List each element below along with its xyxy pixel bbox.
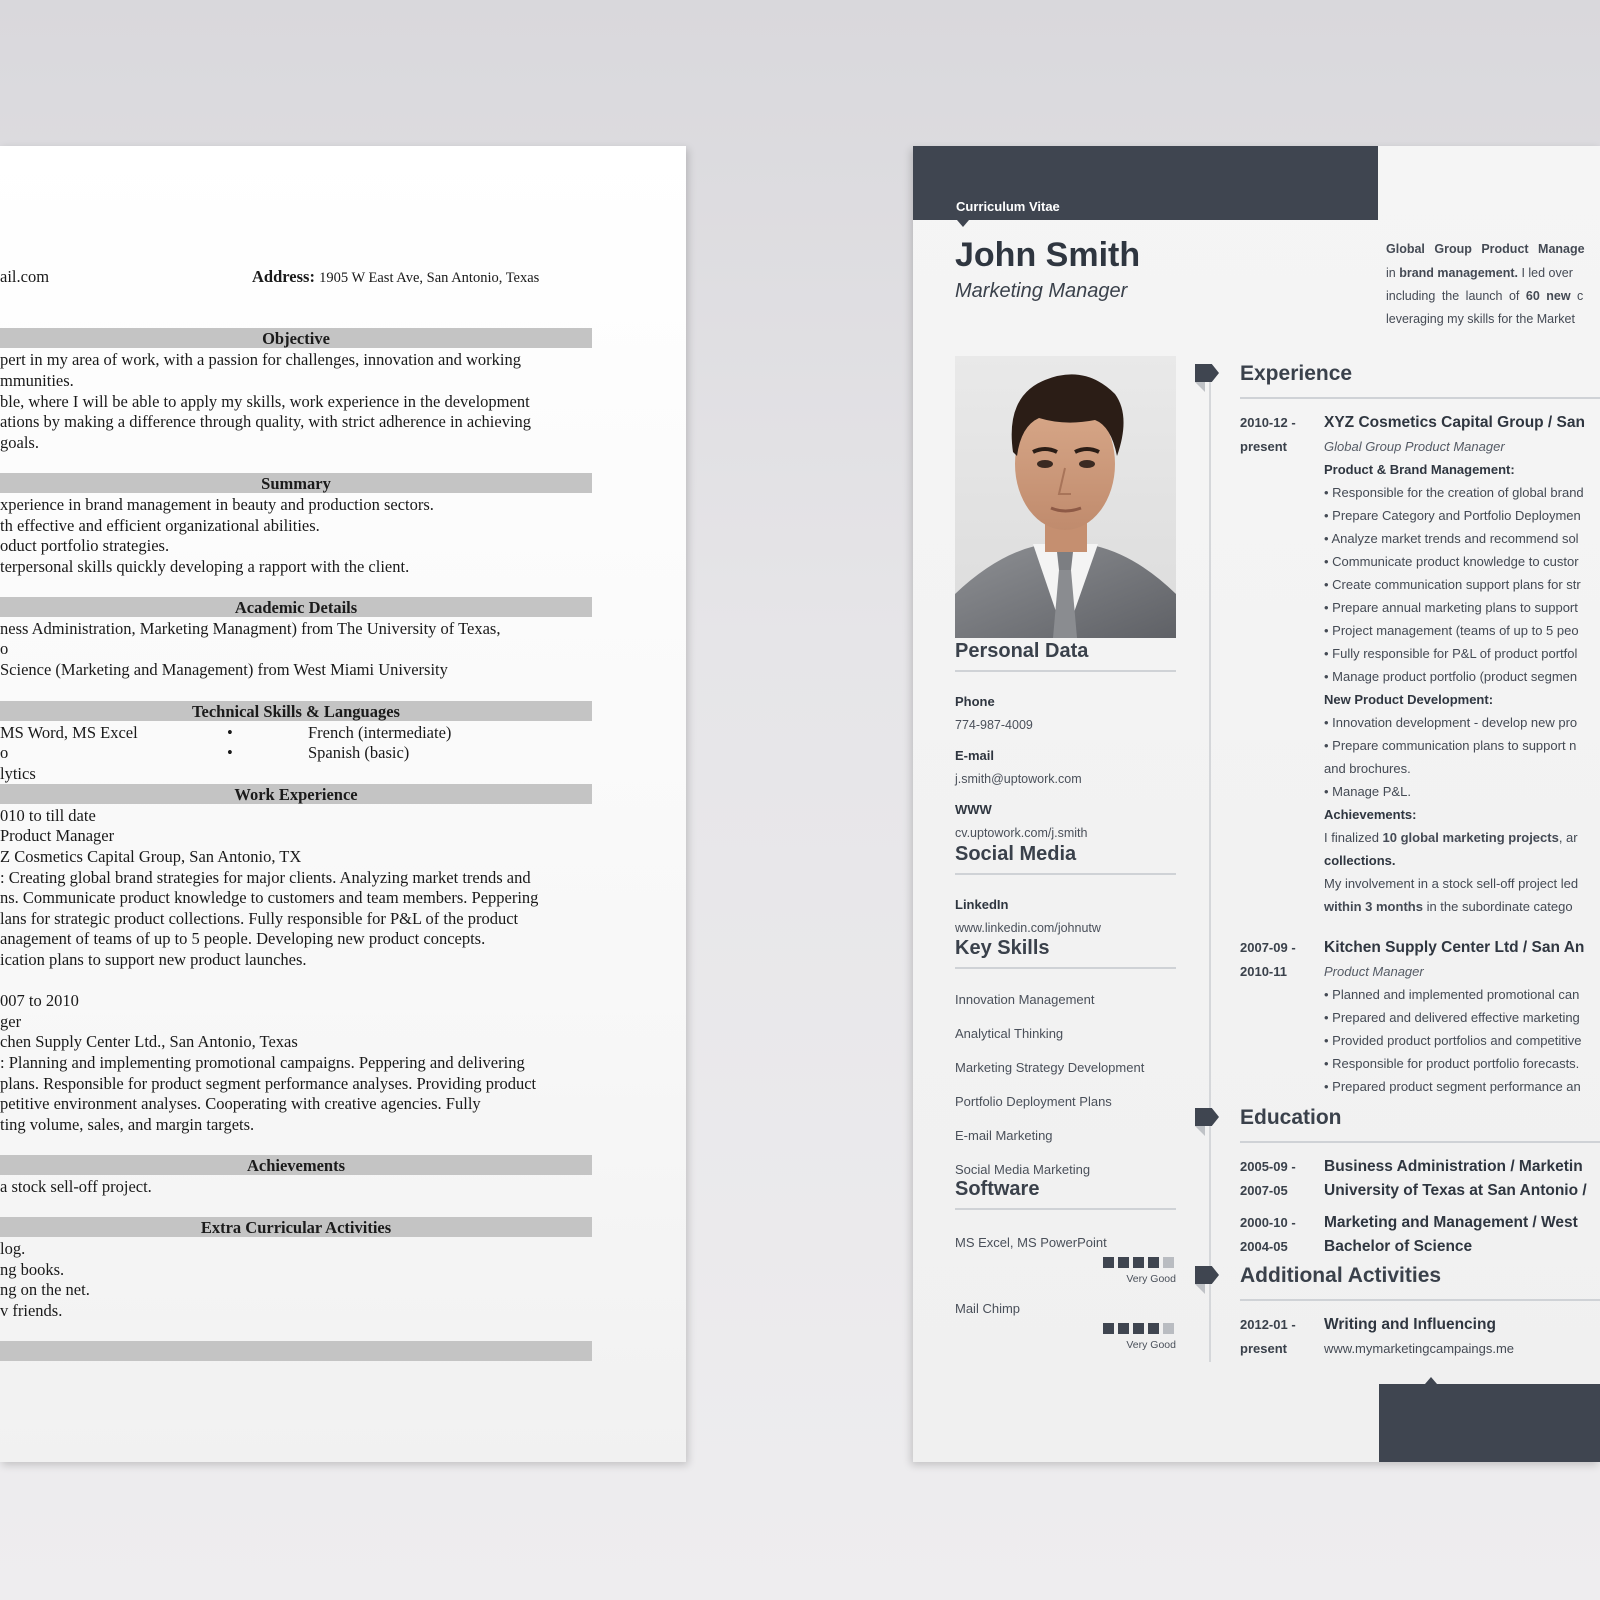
objective-line: ble, where I will be able to apply my skills, work experience in the development	[0, 392, 530, 411]
divider	[955, 967, 1176, 969]
summary-bold: 60 new	[1525, 289, 1571, 303]
activity-title: Writing and Influencing	[1324, 1316, 1496, 1333]
activities-heading: Additional Activities	[1240, 1264, 1442, 1287]
bullet-item: • Communicate product knowledge to custor	[1324, 554, 1579, 569]
date-start: 2007-09 -	[1240, 940, 1296, 955]
experience-heading: Experience	[1240, 362, 1353, 385]
work-line: Product Manager	[0, 826, 115, 845]
rating-square-filled	[1133, 1257, 1144, 1268]
academic-heading: Academic Details	[0, 597, 592, 617]
work-line: plans. Responsible for product segment performance analyses. Providing product	[0, 1074, 537, 1093]
degree-title: Business Administration / Marketin	[1324, 1158, 1583, 1175]
bullet-item: • Create communication support plans for str	[1324, 577, 1581, 592]
achievements-heading: Achievements	[0, 1155, 592, 1175]
bullet-item: • Manage product portfolio (product segmen	[1324, 669, 1578, 684]
skill-item: o	[0, 743, 9, 762]
date-start: 2005-09 -	[1240, 1159, 1296, 1174]
activity-url: www.mymarketingcampaings.me	[1324, 1341, 1515, 1356]
header-notch	[957, 220, 969, 227]
achievement-line	[1324, 899, 1573, 914]
academic-line: o	[0, 639, 9, 658]
candidate-role: Marketing Manager	[955, 280, 1128, 302]
summary-line	[1386, 289, 1583, 303]
date-end: 2004-05	[1240, 1239, 1288, 1254]
rating-square-filled	[1148, 1257, 1159, 1268]
summary-bold: brand management.	[1399, 266, 1518, 280]
divider	[955, 1208, 1176, 1210]
language-item: French (intermediate)	[308, 723, 452, 742]
objective-line: goals.	[0, 433, 39, 452]
rating-square-filled	[1148, 1323, 1159, 1334]
summary-line: Global Group Product Manage	[1386, 242, 1585, 256]
phone-value: 774-987-4009	[955, 718, 1033, 732]
bullet-item: • Responsible for the creation of global brand	[1324, 485, 1584, 500]
extra-line: ng on the net.	[0, 1280, 90, 1299]
work-heading: Work Experience	[0, 784, 592, 804]
date-start: 2000-10 -	[1240, 1215, 1296, 1230]
linkedin-value: www.linkedin.com/johnutw	[955, 921, 1101, 935]
bullet: •	[227, 743, 233, 762]
software-item: MS Excel, MS PowerPoint	[955, 1235, 1107, 1250]
summary-line: leveraging my skills for the Market	[1386, 312, 1575, 326]
email-label: E-mail	[955, 748, 995, 763]
summary-line	[1386, 266, 1573, 280]
rating-square-filled	[1118, 1257, 1129, 1268]
address	[252, 267, 539, 288]
subheading: Achievements:	[1324, 807, 1417, 822]
skills-heading: Technical Skills & Languages	[0, 701, 592, 721]
school-name: University of Texas at San Antonio /	[1324, 1182, 1587, 1199]
extra-line: v friends.	[0, 1301, 63, 1320]
work-line: Z Cosmetics Capital Group, San Antonio, TX	[0, 847, 302, 866]
bullet-item: • Prepared product segment performance an	[1324, 1079, 1581, 1094]
bullet-item: • Prepare communication plans to support n	[1324, 738, 1577, 753]
left-resume-sheet	[0, 146, 686, 1462]
rating-square-filled	[1133, 1323, 1144, 1334]
bullet-item: • Prepare annual marketing plans to support	[1324, 600, 1578, 615]
work-line: : Planning and implementing promotional campaigns. Peppering and delivering	[0, 1053, 525, 1072]
rating-label: Very Good	[1126, 1273, 1176, 1285]
work-line: 010 to till date	[0, 806, 96, 825]
summary-line: oduct portfolio strategies.	[0, 536, 170, 555]
objective-heading: Objective	[0, 328, 592, 348]
skill-item: Innovation Management	[955, 992, 1095, 1007]
skill-item: Marketing Strategy Development	[955, 1060, 1145, 1075]
linkedin-label: LinkedIn	[955, 897, 1009, 912]
phone-label: Phone	[955, 694, 995, 709]
degree-title: Marketing and Management / West	[1324, 1214, 1578, 1231]
summary-text: including the launch of	[1386, 289, 1526, 303]
summary-text: in	[1386, 266, 1400, 280]
skill-item: Analytical Thinking	[955, 1026, 1064, 1041]
email-text: ail.com	[0, 267, 50, 286]
subheading: New Product Development:	[1324, 692, 1494, 707]
marker-fold	[1195, 1126, 1205, 1136]
timeline-line	[1209, 374, 1211, 1362]
section-marker-icon	[1195, 364, 1219, 382]
software-heading: Software	[955, 1178, 1040, 1200]
summary-text: I led over	[1517, 266, 1573, 280]
date-start: 2012-01 -	[1240, 1317, 1296, 1332]
footer-notch	[1425, 1377, 1437, 1384]
academic-line: Science (Marketing and Management) from West Miami University	[0, 660, 448, 679]
work-line: ger	[0, 1012, 22, 1031]
summary-heading: Summary	[0, 473, 592, 493]
extra-heading: Extra Curricular Activities	[0, 1217, 592, 1237]
email-value: j.smith@uptowork.com	[955, 772, 1082, 786]
skill-item: MS Word, MS Excel	[0, 723, 138, 742]
bullet-item: • Planned and implemented promotional can	[1324, 987, 1580, 1002]
section-marker-icon	[1195, 1266, 1219, 1284]
work-line: anagement of teams of up to 5 people. Developing new product concepts.	[0, 929, 486, 948]
footer-band	[1379, 1384, 1600, 1462]
work-line: 007 to 2010	[0, 991, 79, 1010]
marker-fold	[1195, 382, 1205, 392]
footer-bar	[0, 1341, 592, 1361]
rating-label: Very Good	[1126, 1339, 1176, 1351]
objective-line: ations by making a difference through quality, with strict adherence in achieving	[0, 412, 532, 431]
achievement-line: a stock sell-off project.	[0, 1177, 152, 1196]
job-title: XYZ Cosmetics Capital Group / San	[1324, 414, 1585, 431]
date-start: 2010-12 -	[1240, 415, 1296, 430]
achievement-text: I finalized	[1324, 830, 1383, 845]
date-end: present	[1240, 1341, 1287, 1356]
extra-line: ng books.	[0, 1260, 65, 1279]
bullet-item: • Innovation development - develop new pro	[1324, 715, 1578, 730]
job-role: Product Manager	[1324, 964, 1424, 979]
rating-square-filled	[1103, 1323, 1114, 1334]
language-item: Spanish (basic)	[308, 743, 410, 762]
achievement-line: collections.	[1324, 853, 1396, 868]
software-item: Mail Chimp	[955, 1301, 1021, 1316]
www-label: WWW	[955, 802, 992, 817]
summary-line: terpersonal skills quickly developing a rapport with the client.	[0, 557, 410, 576]
rating-square-filled	[1103, 1257, 1114, 1268]
profile-photo	[955, 356, 1176, 638]
bullet-item: • Project management (teams of up to 5 peo	[1324, 623, 1579, 638]
divider	[1240, 1141, 1600, 1143]
achievement-text: in the subordinate catego	[1422, 899, 1573, 914]
education-heading: Education	[1240, 1106, 1342, 1129]
work-line: ication plans to support new product launches.	[0, 950, 307, 969]
personal-data-heading: Personal Data	[955, 640, 1089, 662]
work-line: ns. Communicate product knowledge to customers and team members. Peppering	[0, 888, 539, 907]
www-value: cv.uptowork.com/j.smith	[955, 826, 1088, 840]
skill-item: lytics	[0, 764, 36, 783]
address-label: Address:	[252, 267, 315, 286]
divider	[955, 873, 1176, 875]
work-line: petitive environment analyses. Cooperating with creative agencies. Fully	[0, 1094, 481, 1113]
bullet-item: • Manage P&L.	[1324, 784, 1411, 799]
achievement-bold: within 3 months	[1324, 899, 1423, 914]
social-media-heading: Social Media	[955, 843, 1077, 865]
right-resume-sheet	[913, 146, 1600, 1462]
candidate-name: John Smith	[955, 236, 1141, 274]
achievement-line: My involvement in a stock sell-off project led	[1324, 876, 1579, 891]
work-line: : Creating global brand strategies for major clients. Analyzing market trends and	[0, 868, 531, 887]
rating-square-filled	[1118, 1323, 1129, 1334]
bullet-item: • Prepared and delivered effective marketing	[1324, 1010, 1580, 1025]
achievement-text: , ar	[1558, 830, 1578, 845]
skill-item: Social Media Marketing	[955, 1162, 1091, 1177]
date-end: 2010-11	[1240, 964, 1287, 979]
divider	[955, 670, 1176, 672]
bullet-item: • Analyze market trends and recommend sol	[1324, 531, 1579, 546]
job-role: Global Group Product Manager	[1324, 439, 1505, 454]
summary-line: th effective and efficient organizational abilities.	[0, 516, 320, 535]
person-portrait-icon	[955, 356, 1176, 638]
work-line: ting volume, sales, and margin targets.	[0, 1115, 255, 1134]
key-skills-heading: Key Skills	[955, 937, 1050, 959]
objective-line: mmunities.	[0, 371, 74, 390]
cv-label: Curriculum Vitae	[956, 199, 1060, 214]
academic-line: ness Administration, Marketing Managment) from The University of Texas,	[0, 619, 501, 638]
achievement-line	[1324, 830, 1578, 845]
skill-item: E-mail Marketing	[955, 1128, 1053, 1143]
bullet-item: • Fully responsible for P&L of product portfol	[1324, 646, 1578, 661]
rating-square-empty	[1163, 1323, 1174, 1334]
objective-line: pert in my area of work, with a passion for challenges, innovation and working	[0, 350, 521, 369]
bullet: •	[227, 723, 233, 742]
marker-fold	[1195, 1284, 1205, 1294]
section-marker-icon	[1195, 1108, 1219, 1126]
job-title: Kitchen Supply Center Ltd / San An	[1324, 939, 1585, 956]
bullet-item: and brochures.	[1324, 761, 1411, 776]
degree-name: Bachelor of Science	[1324, 1238, 1473, 1255]
achievement-bold: 10 global marketing projects	[1382, 830, 1559, 845]
divider	[1240, 397, 1600, 399]
skill-item: Portfolio Deployment Plans	[955, 1094, 1112, 1109]
bullet-item: • Responsible for product portfolio forecasts.	[1324, 1056, 1580, 1071]
address-value: 1905 W East Ave, San Antonio, Texas	[319, 270, 540, 286]
summary-text: c	[1570, 289, 1584, 303]
rating-square-empty	[1163, 1257, 1174, 1268]
bullet-item: • Provided product portfolios and competitive	[1324, 1033, 1582, 1048]
work-line: lans for strategic product collections. Fully responsible for P&L of the product	[0, 909, 519, 928]
divider	[1240, 1299, 1600, 1301]
bullet-item: • Prepare Category and Portfolio Deploymen	[1324, 508, 1581, 523]
subheading: Product & Brand Management:	[1324, 462, 1515, 477]
work-line: chen Supply Center Ltd., San Antonio, Texas	[0, 1032, 298, 1051]
extra-line: log.	[0, 1239, 26, 1258]
summary-line: xperience in brand management in beauty and production sectors.	[0, 495, 434, 514]
date-end: present	[1240, 439, 1287, 454]
date-end: 2007-05	[1240, 1183, 1288, 1198]
